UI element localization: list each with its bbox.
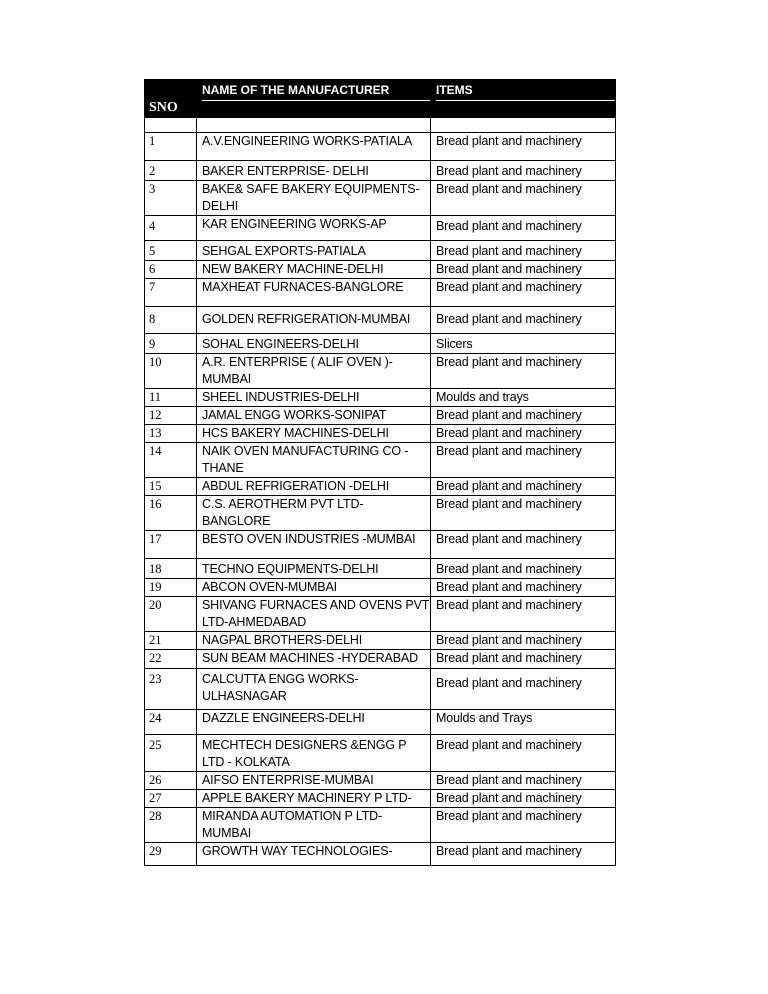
row-items: Bread plant and machinery (431, 808, 616, 843)
table-row (145, 790, 616, 808)
row-items: Bread plant and machinery (431, 772, 616, 790)
table-header-row (145, 80, 616, 118)
row-items: Bread plant and machinery (431, 181, 616, 216)
row-sno: 5 (145, 241, 197, 261)
row-items: Bread plant and machinery (431, 790, 616, 808)
row-sno: 19 (145, 579, 197, 597)
table-row (145, 772, 616, 790)
row-sno: 25 (145, 735, 197, 772)
row-items: Bread plant and machinery (431, 632, 616, 650)
row-manufacturer: A.R. ENTERPRISE ( ALIF OVEN )-MUMBAI (197, 354, 431, 389)
row-sno: 8 (145, 307, 197, 334)
header-manufacturer: NAME OF THE MANUFACTURER (197, 80, 431, 118)
table-row (145, 531, 616, 559)
row-manufacturer: NAGPAL BROTHERS-DELHI (197, 632, 431, 650)
row-items: Bread plant and machinery (431, 425, 616, 443)
row-sno: 20 (145, 597, 197, 632)
row-items: Bread plant and machinery (431, 261, 616, 279)
row-items: Moulds and trays (431, 389, 616, 407)
row-items: Bread plant and machinery (431, 735, 616, 772)
row-sno: 1 (145, 133, 197, 161)
row-sno: 6 (145, 261, 197, 279)
table-row (145, 579, 616, 597)
row-items: Bread plant and machinery (431, 443, 616, 478)
row-items: Bread plant and machinery (431, 531, 616, 559)
row-manufacturer: GOLDEN REFRIGERATION-MUMBAI (197, 307, 431, 334)
document-page (144, 79, 615, 866)
row-sno: 16 (145, 496, 197, 531)
row-sno: 12 (145, 407, 197, 425)
row-sno: 29 (145, 843, 197, 866)
row-sno: 13 (145, 425, 197, 443)
row-sno: 22 (145, 650, 197, 669)
row-items: Bread plant and machinery (431, 133, 616, 161)
row-manufacturer: MECHTECH DESIGNERS &ENGG P LTD - KOLKATA (197, 735, 431, 772)
table-row (145, 133, 616, 161)
row-sno: 26 (145, 772, 197, 790)
row-sno: 7 (145, 279, 197, 307)
row-manufacturer: NEW BAKERY MACHINE-DELHI (197, 261, 431, 279)
table-row (145, 496, 616, 531)
row-items: Bread plant and machinery (431, 843, 616, 866)
header-sno: SNO (145, 80, 197, 118)
row-manufacturer: MIRANDA AUTOMATION P LTD-MUMBAI (197, 808, 431, 843)
row-sno: 10 (145, 354, 197, 389)
row-manufacturer: KAR ENGINEERING WORKS-AP (197, 216, 431, 241)
row-manufacturer: ABCON OVEN-MUMBAI (197, 579, 431, 597)
row-items: Bread plant and machinery (431, 407, 616, 425)
row-sno: 18 (145, 559, 197, 579)
row-sno: 14 (145, 443, 197, 478)
table-row (145, 669, 616, 710)
row-sno: 15 (145, 478, 197, 496)
table-spacer-row (145, 118, 616, 133)
table-row (145, 735, 616, 772)
table-row (145, 241, 616, 261)
table-row (145, 710, 616, 735)
row-manufacturer: SHEEL INDUSTRIES-DELHI (197, 389, 431, 407)
row-manufacturer: GROWTH WAY TECHNOLOGIES- (197, 843, 431, 866)
row-manufacturer: MAXHEAT FURNACES-BANGLORE (197, 279, 431, 307)
table-row (145, 407, 616, 425)
row-manufacturer: A.V.ENGINEERING WORKS-PATIALA (197, 133, 431, 161)
row-manufacturer: ABDUL REFRIGERATION -DELHI (197, 478, 431, 496)
table-row (145, 354, 616, 389)
row-items: Bread plant and machinery (431, 279, 616, 307)
row-manufacturer: CALCUTTA ENGG WORKS-ULHASNAGAR (197, 669, 431, 710)
table-row (145, 307, 616, 334)
table-row (145, 279, 616, 307)
row-items: Bread plant and machinery (431, 241, 616, 261)
table-row (145, 808, 616, 843)
table-row (145, 216, 616, 241)
row-items: Bread plant and machinery (431, 559, 616, 579)
row-sno: 2 (145, 161, 197, 181)
row-sno: 4 (145, 216, 197, 241)
table-row (145, 161, 616, 181)
row-sno: 24 (145, 710, 197, 735)
row-manufacturer: APPLE BAKERY MACHINERY P LTD- (197, 790, 431, 808)
table-row (145, 334, 616, 354)
table-row (145, 261, 616, 279)
row-sno: 3 (145, 181, 197, 216)
row-manufacturer: JAMAL ENGG WORKS-SONIPAT (197, 407, 431, 425)
row-manufacturer: BAKE& SAFE BAKERY EQUIPMENTS-DELHI (197, 181, 431, 216)
row-manufacturer: TECHNO EQUIPMENTS-DELHI (197, 559, 431, 579)
row-manufacturer: BESTO OVEN INDUSTRIES -MUMBAI (197, 531, 431, 559)
header-items: ITEMS (431, 80, 616, 118)
row-items: Bread plant and machinery (431, 579, 616, 597)
table-row (145, 389, 616, 407)
row-manufacturer: AIFSO ENTERPRISE-MUMBAI (197, 772, 431, 790)
row-items: Bread plant and machinery (431, 161, 616, 181)
row-manufacturer: NAIK OVEN MANUFACTURING CO - THANE (197, 443, 431, 478)
row-manufacturer: SEHGAL EXPORTS-PATIALA (197, 241, 431, 261)
row-items: Moulds and Trays (431, 710, 616, 735)
table-row (145, 597, 616, 632)
row-sno: 17 (145, 531, 197, 559)
row-items: Bread plant and machinery (431, 216, 616, 241)
row-items: Bread plant and machinery (431, 496, 616, 531)
table-row (145, 559, 616, 579)
row-sno: 21 (145, 632, 197, 650)
row-sno: 27 (145, 790, 197, 808)
row-items: Bread plant and machinery (431, 354, 616, 389)
row-manufacturer: BAKER ENTERPRISE- DELHI (197, 161, 431, 181)
table-row (145, 632, 616, 650)
row-sno: 11 (145, 389, 197, 407)
table-row (145, 443, 616, 478)
row-manufacturer: HCS BAKERY MACHINES-DELHI (197, 425, 431, 443)
row-sno: 9 (145, 334, 197, 354)
row-items: Bread plant and machinery (431, 597, 616, 632)
row-items: Bread plant and machinery (431, 478, 616, 496)
table-row (145, 650, 616, 669)
row-manufacturer: DAZZLE ENGINEERS-DELHI (197, 710, 431, 735)
row-manufacturer: SUN BEAM MACHINES -HYDERABAD (197, 650, 431, 669)
table-row (145, 181, 616, 216)
table-row (145, 478, 616, 496)
row-items: Bread plant and machinery (431, 650, 616, 669)
manufacturers-table (144, 79, 616, 866)
row-items: Bread plant and machinery (431, 307, 616, 334)
row-items: Slicers (431, 334, 616, 354)
row-items: Bread plant and machinery (431, 669, 616, 710)
row-sno: 23 (145, 669, 197, 710)
table-row (145, 843, 616, 866)
row-sno: 28 (145, 808, 197, 843)
table-row (145, 425, 616, 443)
row-manufacturer: SHIVANG FURNACES AND OVENS PVT LTD-AHMEDABAD (197, 597, 431, 632)
row-manufacturer: SOHAL ENGINEERS-DELHI (197, 334, 431, 354)
row-manufacturer: C.S. AEROTHERM PVT LTD-BANGLORE (197, 496, 431, 531)
